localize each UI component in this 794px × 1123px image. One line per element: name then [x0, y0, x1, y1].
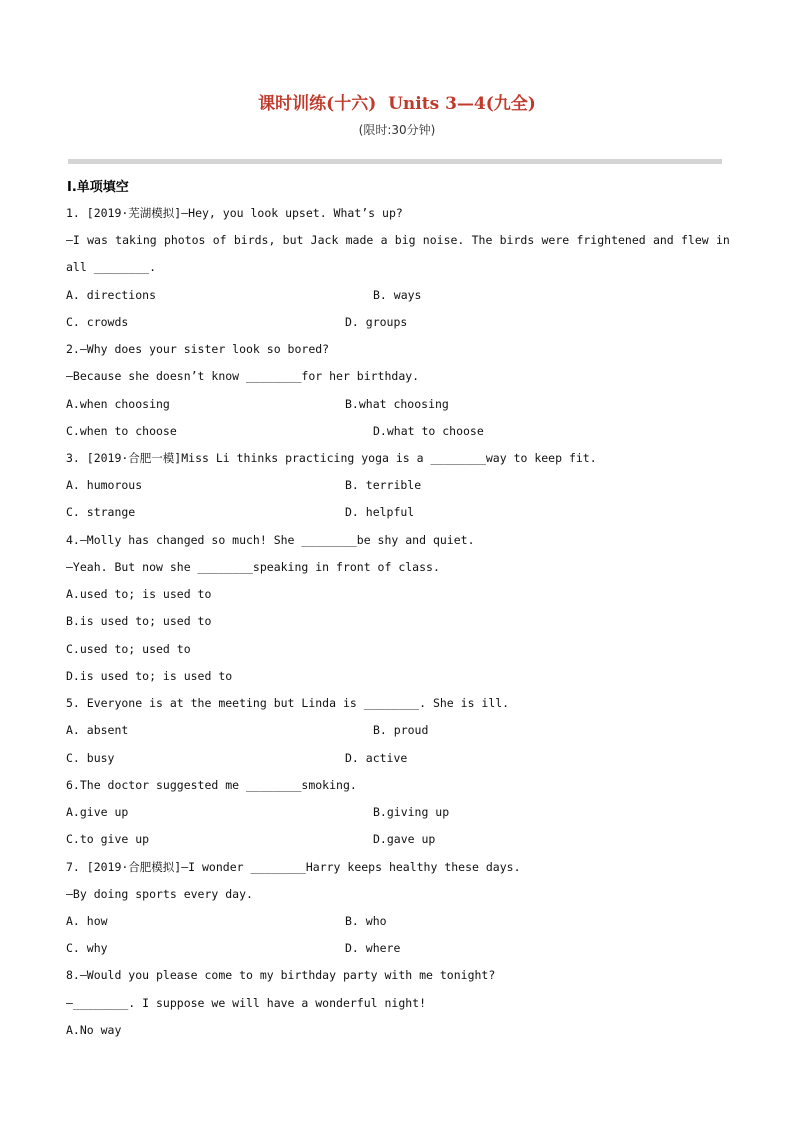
- stem-word: of: [212, 233, 227, 247]
- stem-word: big: [394, 233, 416, 247]
- option[interactable]: B. who: [345, 914, 387, 928]
- question-stem: 4.—Molly has changed so much! She ________be shy and quiet.: [66, 533, 475, 547]
- option[interactable]: D.what to choose: [373, 424, 484, 438]
- question-stem: 8.—Would you please come to my birthday party with me tonight?: [66, 968, 496, 982]
- stem-word: birds,: [233, 233, 276, 247]
- option[interactable]: B.is used to; used to: [66, 614, 212, 628]
- option[interactable]: B. ways: [373, 288, 422, 302]
- page-title: 课时训练(十六) Units 3—4(九全): [258, 94, 536, 114]
- option[interactable]: C. busy: [66, 751, 115, 765]
- option[interactable]: C. crowds: [66, 315, 129, 329]
- option[interactable]: D. groups: [345, 315, 408, 329]
- stem-word: The: [471, 233, 493, 247]
- option[interactable]: D.gave up: [373, 832, 436, 846]
- option[interactable]: A.when choosing: [66, 397, 170, 411]
- option[interactable]: C.to give up: [66, 832, 150, 846]
- option[interactable]: A. directions: [66, 288, 157, 302]
- question-stem: 2.—Why does your sister look so bored?: [66, 342, 330, 356]
- question-stem: —Because she doesn’t know ________for her birthday.: [66, 369, 420, 383]
- stem-word: Jack: [310, 233, 339, 247]
- question-stem: 7. [2019·合肥模拟]—I wonder ________Harry keeps healthy these days.: [66, 860, 521, 874]
- option[interactable]: A. absent: [66, 723, 129, 737]
- option[interactable]: B.what choosing: [345, 397, 449, 411]
- option[interactable]: C.used to; used to: [66, 642, 191, 656]
- stem-word: were: [541, 233, 570, 247]
- question-stem: [66, 232, 730, 248]
- question-stem: —By doing sports every day.: [66, 887, 253, 901]
- divider: [68, 159, 722, 164]
- option[interactable]: C. strange: [66, 505, 136, 519]
- option[interactable]: B. proud: [373, 723, 429, 737]
- option[interactable]: A.No way: [66, 1023, 122, 1037]
- stem-word: frightened: [576, 233, 646, 247]
- question-stem: —Yeah. But now she ________speaking in front of class.: [66, 560, 440, 574]
- stem-word: but: [282, 233, 304, 247]
- question-stem: —________. I suppose we will have a wonderful night!: [66, 996, 427, 1010]
- option[interactable]: A. humorous: [66, 478, 143, 492]
- option[interactable]: B.giving up: [373, 805, 450, 819]
- option[interactable]: D. active: [345, 751, 408, 765]
- time-limit: (限时:30分钟): [358, 123, 436, 137]
- stem-word: and: [652, 233, 674, 247]
- option[interactable]: A.used to; is used to: [66, 587, 212, 601]
- question-stem: 1. [2019·芜湖模拟]—Hey, you look upset. What’s up?: [66, 206, 403, 220]
- stem-word: was: [87, 233, 108, 247]
- stem-word: noise.: [422, 233, 465, 247]
- question-stem: all ________.: [66, 260, 157, 274]
- stem-word: photos: [163, 233, 206, 247]
- question-stem: 3. [2019·合肥一模]Miss Li thinks practicing yoga is a ________way to keep fit.: [66, 451, 597, 465]
- option[interactable]: C.when to choose: [66, 424, 177, 438]
- stem-word: birds: [499, 233, 535, 247]
- stem-word: —I: [66, 233, 80, 247]
- option[interactable]: B. terrible: [345, 478, 422, 492]
- question-stem: 6.The doctor suggested me ________smoking.: [66, 778, 357, 792]
- option[interactable]: A. how: [66, 914, 108, 928]
- section-heading: Ⅰ.单项填空: [67, 180, 129, 195]
- stem-word: in: [715, 233, 730, 247]
- question-stem: 5. Everyone is at the meeting but Linda is ________. She is ill.: [66, 696, 510, 710]
- option[interactable]: A.give up: [66, 805, 129, 819]
- stem-word: taking: [115, 233, 157, 247]
- option[interactable]: D.is used to; is used to: [66, 669, 233, 683]
- option[interactable]: C. why: [66, 941, 108, 955]
- option[interactable]: D. where: [345, 941, 401, 955]
- stem-word: a: [380, 233, 388, 247]
- option[interactable]: D. helpful: [345, 505, 415, 519]
- stem-word: flew: [680, 233, 709, 247]
- stem-word: made: [345, 233, 374, 247]
